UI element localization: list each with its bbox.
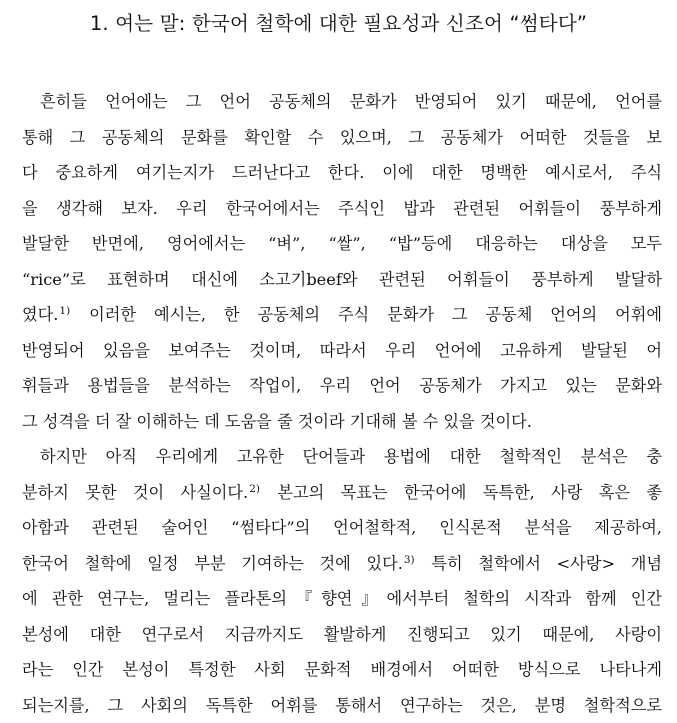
- paragraph-1-line-1: 흔히들 언어에는 그 언어 공동체의 문화가 반영되어 있기 때문에, 언어를: [22, 84, 662, 120]
- paragraph-1-line-5: 발달한 반면에, 영어에서는 “벼”, “쌀”, “밥”등에 대응하는 대상을 모두: [22, 226, 662, 262]
- body-text: [22, 84, 662, 723]
- paragraph-1-line-6: “rice”로 표현하며 대신에 소고기beef와 관련된 어휘들이 풍부하게 발달하: [22, 262, 662, 298]
- paragraph-1-line-9: 휘들과 용법들을 분석하는 작업이, 우리 언어 공동체가 가지고 있는 문화와: [22, 368, 662, 404]
- paragraph-1-line-4: 을 생각해 보자. 우리 한국어에서는 주식인 밥과 관련된 어휘들이 풍부하게: [22, 191, 662, 227]
- footnote-marker-1[interactable]: 1): [58, 305, 71, 317]
- paragraph-1-line-10: 그 성격을 더 잘 이해하는 데 도움을 줄 것이라 기대해 볼 수 있을 것이다.: [22, 404, 662, 440]
- paragraph-1-line-8: 반영되어 있음을 보여주는 것이며, 따라서 우리 언어에 고유하게 발달된 어: [22, 333, 662, 369]
- section-heading: 1. 여는 말: 한국어 철학에 대한 필요성과 신조어 “썸타다”: [0, 8, 677, 36]
- footnote-marker-2[interactable]: 2): [248, 483, 261, 495]
- footnote-marker-3[interactable]: 3): [403, 554, 416, 566]
- paragraph-2-line-4: [22, 546, 662, 582]
- paragraph-1-line-7: [22, 297, 662, 333]
- line-segment: 이러한 예시는, 한 공동체의 주식 문화가 그 공동체 언어의 어휘에: [89, 305, 662, 324]
- line-segment: 특히 철학에서 <사랑> 개념: [431, 554, 662, 573]
- paragraph-2-line-3: 아함과 관련된 술어인 “썸타다”의 언어철학적, 인식론적 분석을 제공하여,: [22, 510, 662, 546]
- paragraph-1-line-3: 다 중요하게 여기는지가 드러난다고 한다. 이에 대한 명백한 예시로서, 주식: [22, 155, 662, 191]
- paragraph-2-line-8: 되는지를, 그 사회의 독특한 어휘를 통해서 연구하는 것은, 분명 철학적으로: [22, 688, 662, 723]
- paragraph-2-line-6: 본성에 대한 연구로서 지금까지도 활발하게 진행되고 있기 때문에, 사랑이: [22, 617, 662, 653]
- paragraph-2-line-1: 하지만 아직 우리에게 고유한 단어들과 용법에 대한 철학적인 분석은 충: [22, 439, 662, 475]
- paragraph-2-line-5: 에 관한 연구는, 멀리는 플라톤의『향연』에서부터 철학의 시작과 함께 인간: [22, 581, 662, 617]
- line-segment: 였다.: [22, 305, 58, 324]
- paragraph-2-line-2: [22, 475, 662, 511]
- line-segment: 본고의 목표는 한국어에 독특한, 사랑 혹은 좋: [277, 483, 662, 502]
- line-segment: 한국어 철학에 일정 부분 기여하는 것에 있다.: [22, 554, 403, 573]
- line-segment: 분하지 못한 것이 사실이다.: [22, 483, 248, 502]
- paragraph-1-line-2: 통해 그 공동체의 문화를 확인할 수 있으며, 그 공동체가 어떠한 것들을 보: [22, 120, 662, 156]
- paragraph-2-line-7: 라는 인간 본성이 특정한 사회 문화적 배경에서 어떠한 방식으로 나타나게: [22, 652, 662, 688]
